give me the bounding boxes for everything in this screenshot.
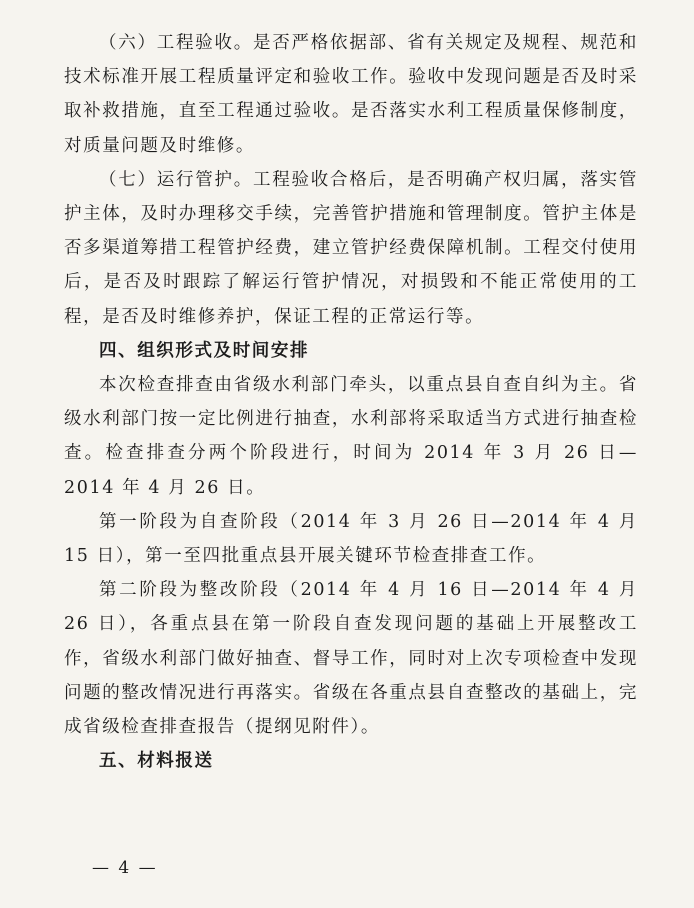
paragraph-operation-maintenance: （七）运行管护。工程验收合格后，是否明确产权归属，落实管护主体，及时办理移交手续，完善管护措施和管理制度。管护主体是否多渠道筹措工程管护经费，建立管护经费保障机制。工程交付使用后，是否及时跟踪了解运行管护情况，对损毁和不能正常使用的工程，是否及时维修养护，保证工程的正常运行等。 <box>64 169 638 327</box>
paragraph-stage-one: 第一阶段为自查阶段（2014 年 3 月 26 日—2014 年 4 月 15 日），第一至四批重点县开展关键环节检查排查工作。 <box>64 511 638 567</box>
section-heading-materials: 五、材料报送 <box>99 751 214 772</box>
page-number: — 4 — <box>92 858 158 878</box>
paragraph-stage-two: 第二阶段为整改阶段（2014 年 4 月 16 日—2014 年 4 月 26 日），各重点县在第一阶段自查发现问题的基础上开展整改工作，省级水利部门做好抽查、督导工作，同时对上次专项检查中发现问题的整改情况进行再落实。省级在各重点县自查整改的基础上，完成省级检查排查报告（提纲见附件）。 <box>64 580 638 738</box>
section-heading-organization: 四、组织形式及时间安排 <box>99 340 310 361</box>
paragraph-organization: 本次检查排查由省级水利部门牵头，以重点县自查自纠为主。省级水利部门按一定比例进行抽查，水利部将采取适当方式进行抽查检查。检查排查分两个阶段进行，时间为 2014 年 3 月 26 日—2014 年 4 月 26 日。 <box>64 375 638 498</box>
paragraph-project-acceptance: （六）工程验收。是否严格依据部、省有关规定及规程、规范和技术标准开展工程质量评定和验收工作。验收中发现问题是否及时采取补救措施，直至工程通过验收。是否落实水利工程质量保修制度，对质量问题及时维修。 <box>64 33 638 156</box>
